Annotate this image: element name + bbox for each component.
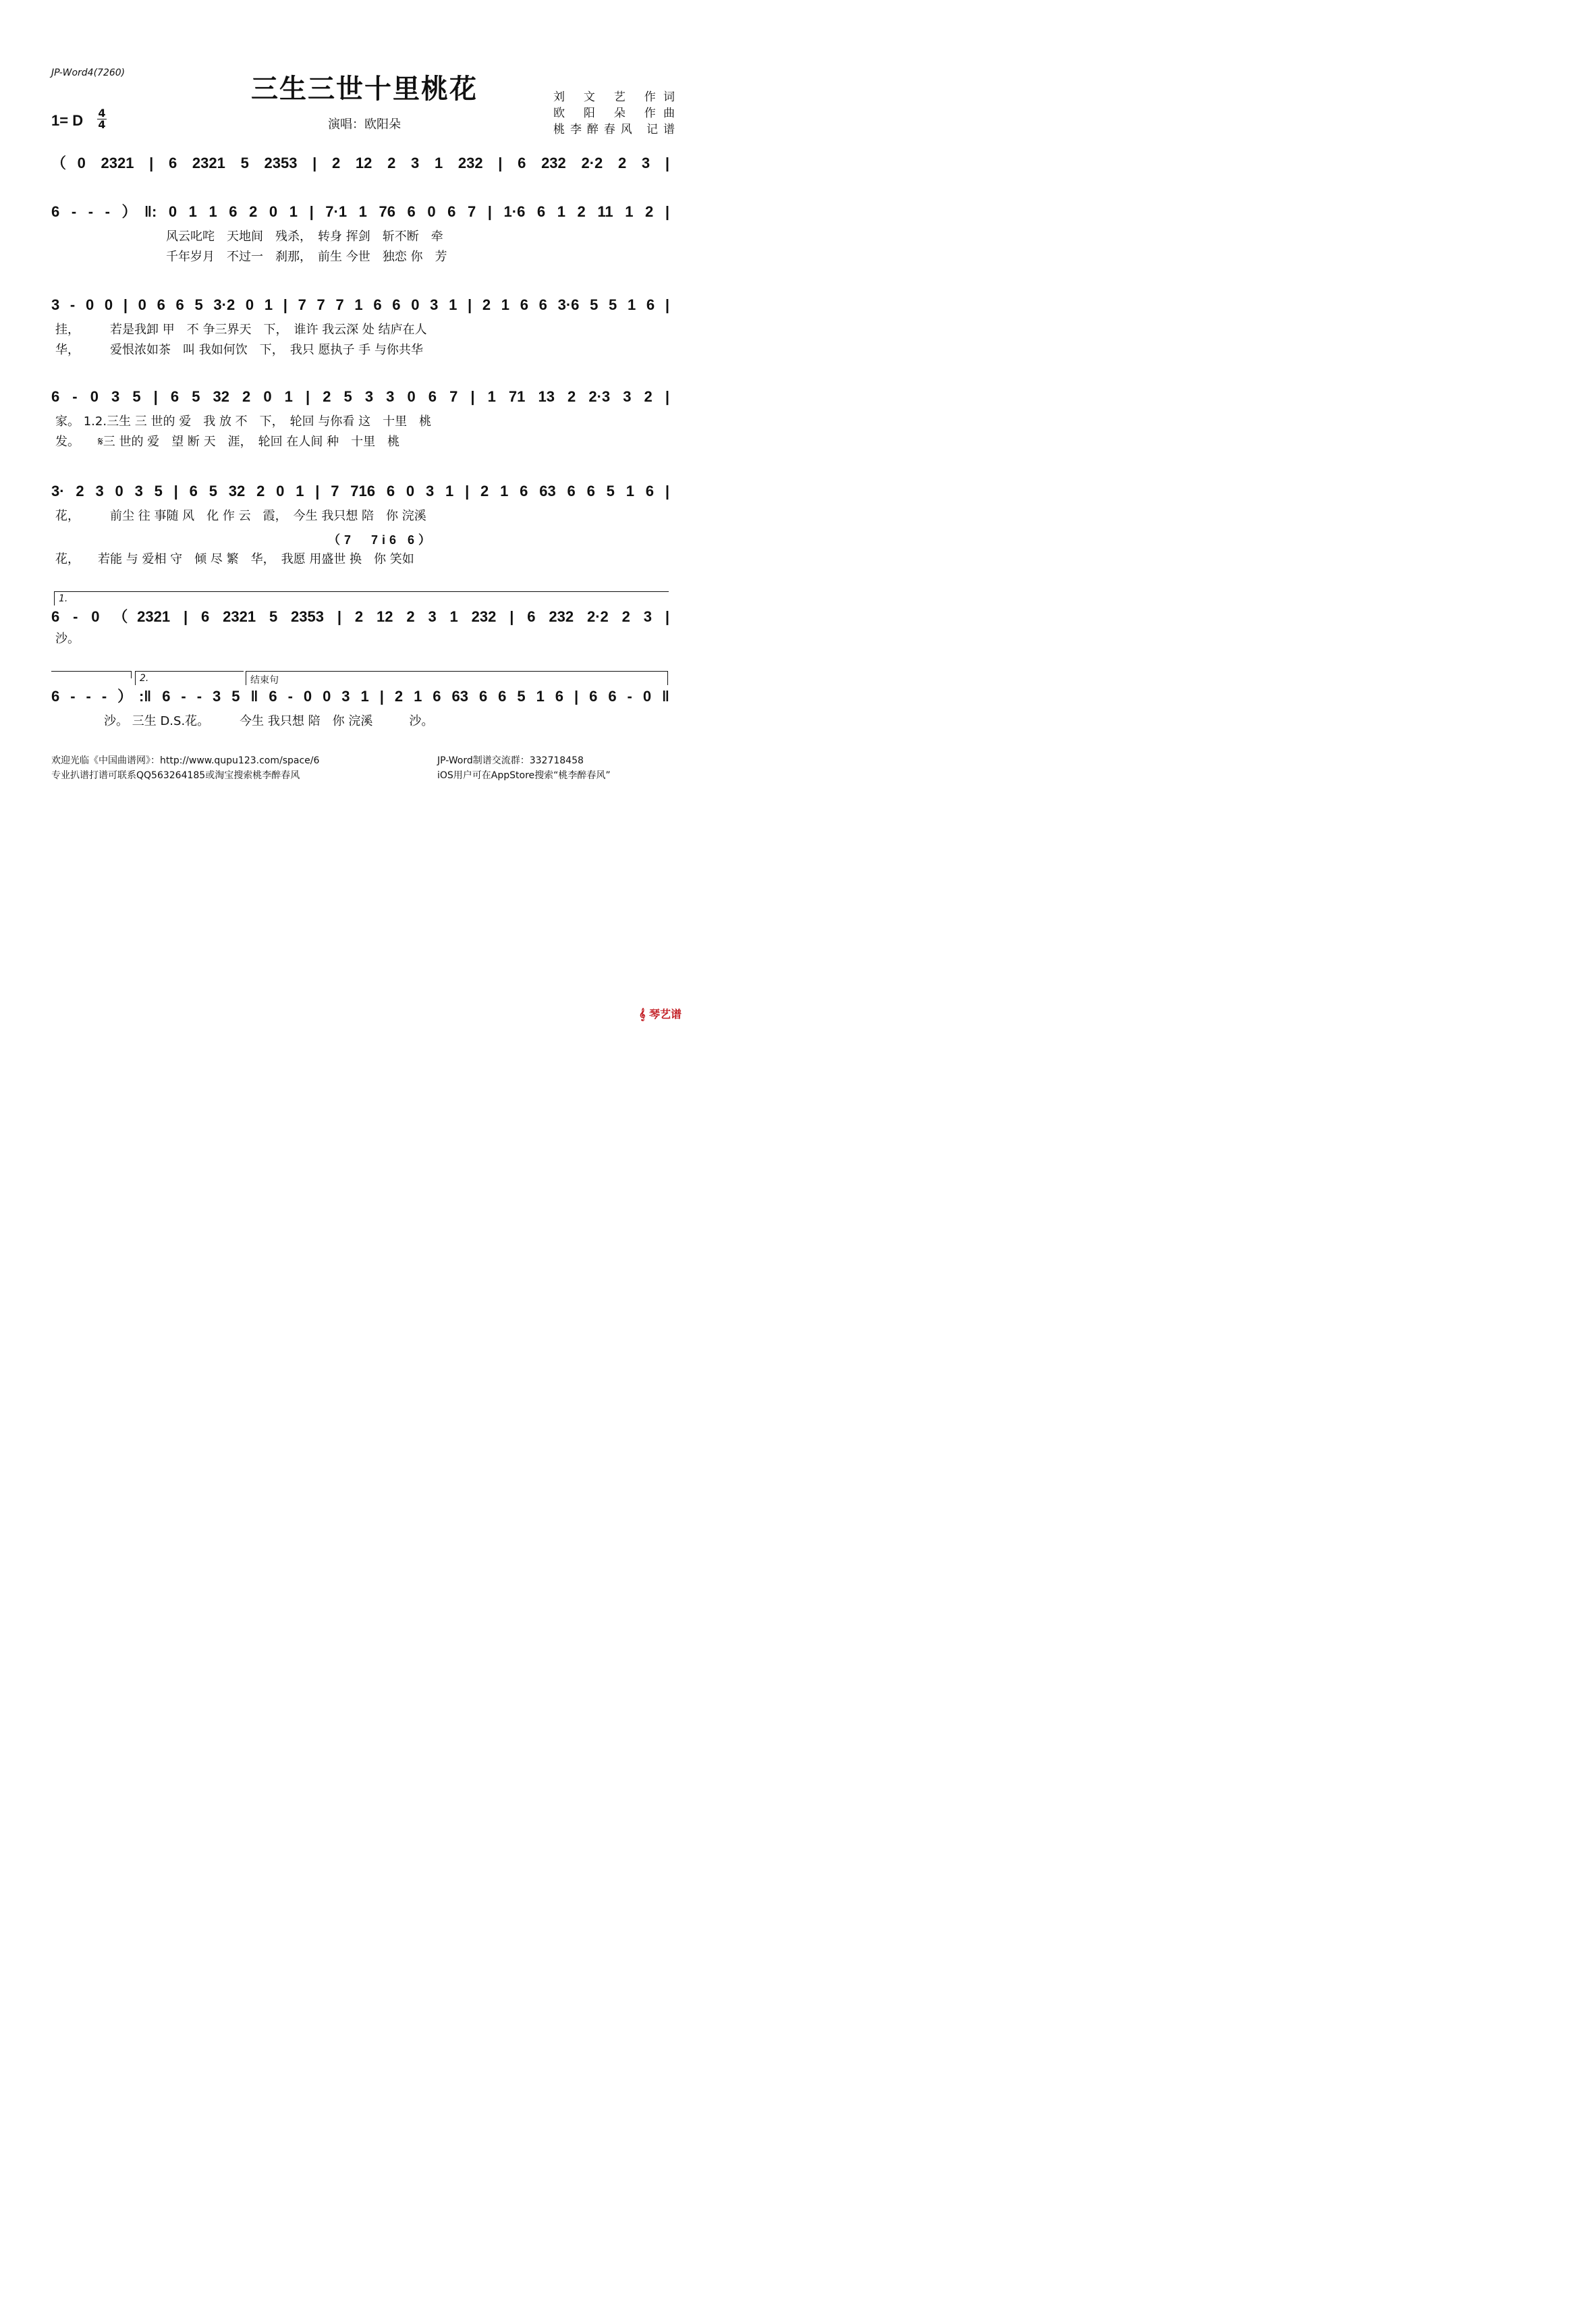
- notation-line: 6 - 0 （2321 | 6 2321 5 2353 | 2 12 2 3 1 232 | 6 232 2·2 2 3 |: [51, 608, 669, 625]
- notation-line: 3· 2 3 0 3 5 | 6 5 32 2 0 1 | 7 716 6 0 3 1 | 2 1 6 63 6 6 5 1 6 |: [51, 483, 669, 499]
- brand-name: 琴艺谱: [648, 1008, 682, 1021]
- footer-contact: 专业扒谱打谱可联系QQ563264185或淘宝搜索桃李醉春风: [51, 770, 300, 781]
- notation-line: 6 - - - ）:‖ 6 - - 3 5 ‖ 6 - 0 0 3 1 | 2 1 6 63 6 6 5 1 6 | 6 6 - 0 ‖: [51, 688, 669, 705]
- volta-label: 2.: [140, 673, 149, 684]
- score-row-6: [51, 549, 669, 571]
- notation-line: 3 - 0 0 | 0 6 6 5 3·2 0 1 | 7 7 7 1 6 6 0 3 1 | 2 1 6 6 3·6 5 5 1 6 |: [51, 296, 669, 313]
- coda-label: 结束句: [250, 675, 279, 686]
- notation-line: 6 - - - ）‖: 0 1 1 6 2 0 1 | 7·1 1 76 6 0 6 7 | 1·6 6 1 2 11 1 2 |: [51, 203, 669, 220]
- lyric-verse-1: 花， 前尘 往 事随 风 化 作 云 霞， 今生 我只想 陪 你 浣溪: [55, 509, 426, 523]
- footer-left: [51, 753, 319, 783]
- score-row-5: [51, 481, 669, 523]
- time-sig-denominator: 4: [98, 118, 106, 131]
- coda-bracket: [246, 671, 668, 685]
- score-row-2: [51, 201, 669, 264]
- singer-label: 演唱：欧阳朵: [328, 117, 401, 132]
- volta-bracket-2: [135, 671, 244, 685]
- score-row-4: [51, 386, 669, 449]
- key-signature: 1= D: [51, 112, 84, 129]
- volta-continuation: [51, 671, 132, 678]
- time-sig-numerator: 4: [98, 107, 106, 119]
- composer-credit: 欧 阳 朵 作曲: [553, 107, 675, 120]
- lyric-verse-1: 风云叱咤 天地间 残杀， 转身 挥剑 斩不断 牵: [166, 229, 443, 244]
- footer-right: [437, 753, 611, 783]
- footer-ios: iOS用户可在AppStore搜索“桃李醉春风”: [437, 770, 611, 781]
- brand-logo: [639, 1006, 682, 1021]
- volta-label: 1.: [59, 593, 68, 604]
- lyric-verse-1: 家。 1.2.三生 三 世的 爱 我 放 不 下， 轮回 与你看 这 十里 桃: [55, 414, 432, 429]
- notation-line: 6 - 0 3 5 | 6 5 32 2 0 1 | 2 5 3 3 0 6 7 | 1 71 13 2 2·3 3 2 |: [51, 388, 669, 405]
- lyric-verse-1: 挂， 若是我卸 甲 不 争三界天 下， 谁许 我云深 处 结庐在人: [55, 323, 427, 337]
- lyric-verse-1: 沙。 三生 D.S.花。 今生 我只想 陪 你 浣溪 沙。: [55, 714, 434, 728]
- brand-icon: 𝄞: [638, 1008, 646, 1021]
- lyric-verse-2: 发。 𝄋三 世的 爱 望 断 天 涯， 轮回 在人间 种 十里 桃: [55, 435, 400, 449]
- transcriber-credit: 桃李醉春风 记谱: [553, 123, 675, 136]
- score-row-1: [51, 153, 669, 174]
- lyricist-credit: 刘 文 艺 作词: [553, 90, 675, 104]
- footer-group: JP-Word制谱交流群：332718458: [437, 755, 584, 766]
- page-title: 三生三世十里桃花: [251, 73, 478, 105]
- footer-website: 欢迎光临《中国曲谱网》：http://www.qupu123.com/space/6: [51, 755, 320, 766]
- software-label: JP-Word4(7260): [51, 67, 126, 78]
- lyric-verse-2: 千年岁月 不过一 刹那， 前生 今世 独恋 你 芳: [166, 250, 447, 264]
- alternate-notes: （7 7i6 6）: [328, 533, 435, 547]
- score-row-7: [51, 606, 669, 646]
- score-row-8: [51, 686, 669, 728]
- lyric-verse-1: 沙。: [55, 632, 80, 646]
- lyric-verse-2: 花， 若能 与 爱相 守 倾 尽 繁 华， 我愿 用盛世 换 你 笑如: [55, 552, 414, 566]
- volta-bracket-1: [54, 591, 669, 605]
- notation-line: （0 2321 | 6 2321 5 2353 | 2 12 2 3 1 232 | 6 232 2·2 2 3 |: [51, 155, 669, 171]
- lyric-verse-2: 华， 爱恨浓如茶 叫 我如何饮 下， 我只 愿执子 手 与你共华: [55, 343, 423, 357]
- score-row-3: [51, 294, 669, 357]
